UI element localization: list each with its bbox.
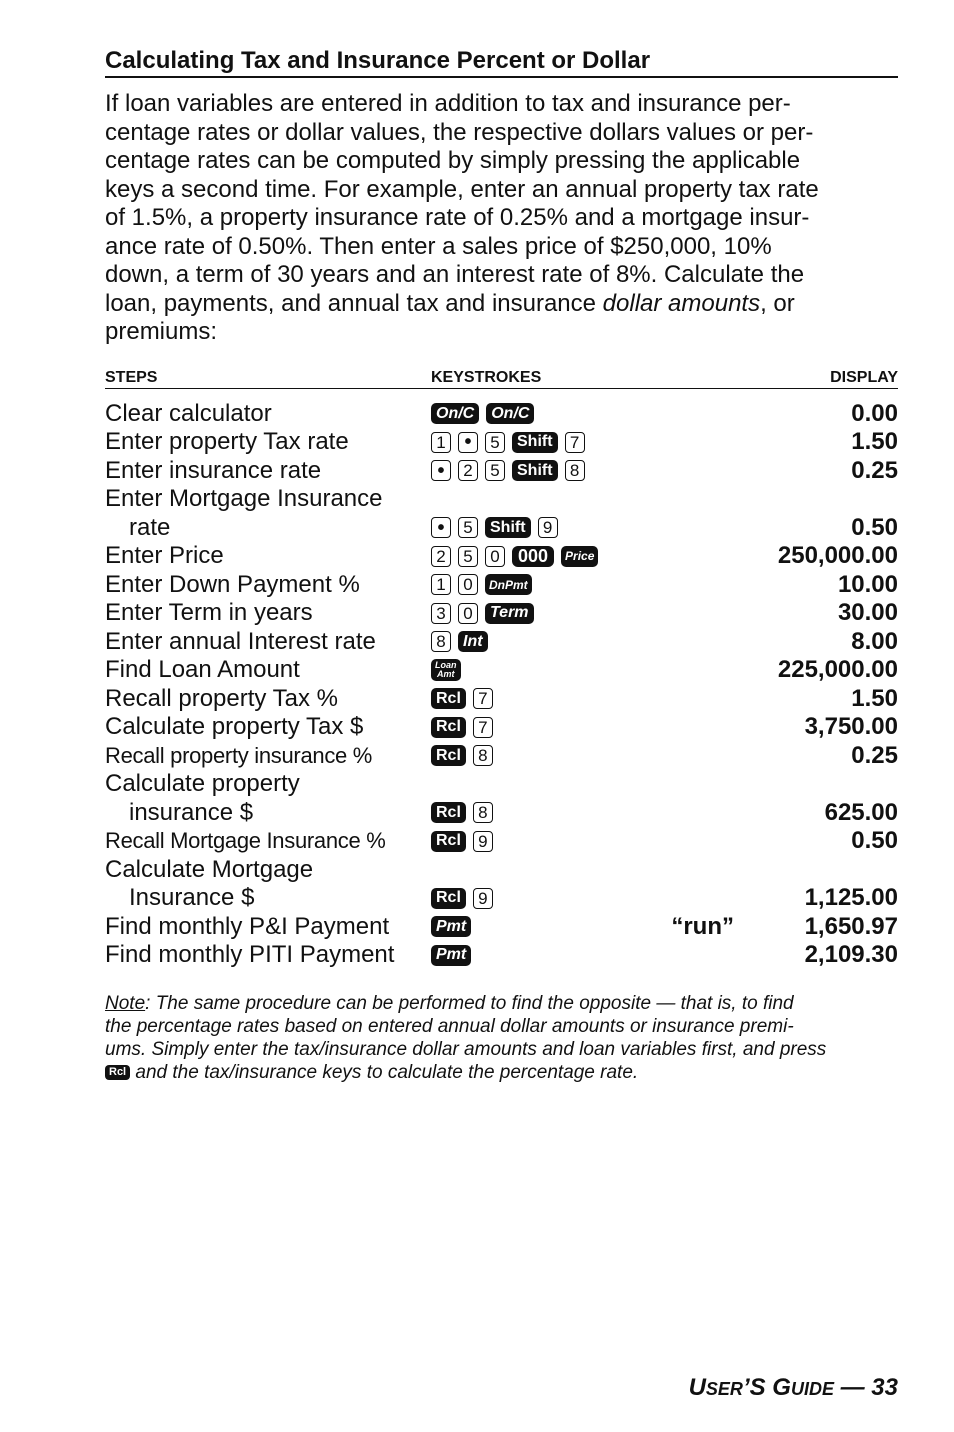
step-text: Recall property Tax % — [105, 684, 338, 712]
keystrokes — [431, 713, 758, 742]
intro-line: If loan variables are entered in addition to tax and insurance per- — [105, 90, 791, 117]
intro-line: centage rates or dollar values, the respective dollars values or per- — [105, 118, 814, 146]
display-note: “run” — [671, 912, 734, 940]
note-text: : The same procedure can be performed to find the opposite — that is, to find — [145, 992, 794, 1014]
note-text: and the tax/insurance keys to calculate the percentage rate. — [130, 1061, 639, 1083]
table-row — [105, 799, 898, 828]
display-value: 1.50 — [851, 428, 898, 455]
key-text: Amt — [437, 669, 455, 680]
table-row — [105, 713, 898, 742]
digit-5-key-icon: 5 — [458, 546, 478, 567]
price-key-icon: Price — [561, 546, 598, 567]
display-value: 0.25 — [851, 741, 898, 769]
recall-key-icon: Rcl — [431, 745, 466, 766]
keystrokes — [431, 542, 758, 571]
note-paragraph — [105, 992, 898, 1084]
display-value: 10.00 — [837, 570, 898, 598]
table-row — [105, 571, 898, 600]
keystrokes — [431, 884, 758, 913]
digit-0-key-icon: 0 — [485, 546, 505, 567]
note-label: Note — [105, 992, 146, 1014]
keystrokes — [431, 770, 758, 799]
footer-text: SER — [705, 1379, 743, 1399]
step-label — [105, 856, 431, 885]
table-row — [105, 770, 898, 799]
table-row — [105, 856, 898, 885]
recall-key-icon: Rcl — [431, 688, 466, 709]
keystrokes — [431, 685, 758, 714]
recall-key-icon: Rcl — [431, 831, 466, 852]
loan-amount-key-icon — [431, 659, 461, 681]
intro-line: keys a second time. For example, enter an annual property tax rate — [105, 175, 819, 203]
digit-8-key-icon: 8 — [431, 631, 451, 652]
intro-emphasis: dollar amounts — [602, 289, 761, 317]
note-line — [105, 1061, 898, 1084]
recall-key-icon: Rcl — [431, 802, 466, 823]
shift-key-icon: Shift — [512, 460, 558, 481]
digit-9-key-icon: 9 — [473, 831, 493, 852]
digit-5-key-icon: 5 — [485, 460, 505, 481]
section-heading: Calculating Tax and Insurance Percent or Dollar — [105, 46, 898, 78]
step-label — [105, 713, 431, 742]
step-text: Find Loan Amount — [105, 656, 300, 683]
digit-2-key-icon: 2 — [458, 460, 478, 481]
table-row — [105, 485, 898, 514]
display-value: 0.25 — [851, 456, 898, 484]
steps-table — [105, 369, 898, 970]
footer-text: — 33 — [833, 1374, 898, 1401]
interest-key-icon: Int — [458, 631, 488, 652]
keystrokes — [431, 599, 758, 628]
display-value: 1,650.97 — [804, 912, 898, 940]
step-label — [105, 770, 431, 799]
table-row — [105, 941, 898, 970]
display-value: 250,000.00 — [777, 542, 898, 569]
digit-9-key-icon: 9 — [473, 888, 493, 909]
step-label — [105, 400, 431, 429]
step-label — [105, 457, 431, 486]
footer-text: U — [688, 1374, 706, 1401]
digit-8-key-icon: 8 — [473, 745, 493, 766]
header-display: DISPLAY — [830, 368, 898, 386]
step-label — [105, 685, 431, 714]
step-label — [105, 485, 431, 514]
table-row — [105, 913, 898, 942]
display-value: 225,000.00 — [777, 656, 898, 683]
keystrokes — [431, 742, 758, 771]
step-label — [105, 514, 431, 543]
table-row — [105, 656, 898, 685]
step-text: Recall Mortgage Insurance % — [105, 828, 386, 853]
display-value: 2,109.30 — [804, 941, 898, 968]
keystrokes — [431, 485, 758, 514]
intro-line: centage rates can be computed by simply pressing the applicable — [105, 147, 801, 174]
keystrokes — [431, 856, 758, 885]
digit-7-key-icon: 7 — [565, 432, 585, 453]
step-text: Enter property Tax rate — [105, 428, 349, 455]
table-row — [105, 685, 898, 714]
step-label — [105, 571, 431, 600]
keystrokes — [431, 628, 758, 657]
table-body — [105, 400, 898, 970]
keystrokes — [431, 827, 758, 856]
decimal-key-icon: • — [431, 460, 451, 481]
step-text: Insurance $ — [129, 884, 255, 911]
display-value: 0.50 — [851, 827, 898, 854]
step-text: Calculate property Tax $ — [105, 713, 364, 740]
digit-8-key-icon: 8 — [473, 802, 493, 823]
term-key-icon: Term — [485, 603, 534, 624]
digit-3-key-icon: 3 — [431, 603, 451, 624]
digit-2-key-icon: 2 — [431, 546, 451, 567]
step-label — [105, 742, 431, 771]
step-text: Enter Down Payment % — [105, 570, 360, 598]
keystrokes — [431, 941, 758, 970]
digit-7-key-icon: 7 — [473, 717, 493, 738]
decimal-key-icon: • — [431, 517, 451, 538]
display-value: 1.50 — [851, 684, 898, 712]
onc-key-icon: On/C — [431, 403, 479, 424]
step-label — [105, 656, 431, 685]
page-content — [105, 46, 898, 1084]
onc-key-icon: On/C — [486, 403, 534, 424]
step-text: rate — [129, 513, 171, 541]
intro-line: down, a term of 30 years and an interest rate of 8%. Calculate the — [105, 261, 805, 288]
step-label — [105, 599, 431, 628]
payment-key-icon: Pmt — [431, 916, 471, 937]
step-text: Enter insurance rate — [105, 456, 322, 484]
shift-key-icon: Shift — [512, 432, 558, 453]
footer-text: ’S — [742, 1374, 773, 1401]
table-row — [105, 400, 898, 429]
digit-0-key-icon: 0 — [458, 603, 478, 624]
table-header — [105, 369, 898, 389]
step-text: Enter Price — [105, 542, 224, 569]
step-text: Find monthly P&I Payment — [105, 912, 390, 940]
note-line: the percentage rates based on entered annual dollar amounts or insurance premi- — [105, 1015, 794, 1037]
step-text: Find monthly PITI Payment — [105, 941, 395, 968]
step-text: Enter annual Interest rate — [105, 627, 376, 655]
table-row — [105, 827, 898, 856]
key-text: Loan — [435, 660, 457, 671]
keystrokes — [431, 514, 758, 543]
digit-0-key-icon: 0 — [458, 574, 478, 595]
step-label — [105, 542, 431, 571]
display-value: 0.50 — [851, 513, 898, 541]
decimal-key-icon: • — [458, 432, 478, 453]
display-value: 30.00 — [837, 599, 898, 626]
recall-key-icon: Rcl — [431, 888, 466, 909]
keystrokes — [431, 457, 758, 486]
step-text: Enter Term in years — [105, 599, 313, 626]
step-text: Calculate property — [105, 770, 300, 797]
note-line: ums. Simply enter the tax/insurance dollar amounts and loan variables first, and press — [105, 1038, 827, 1060]
step-label — [105, 827, 431, 856]
page-footer — [689, 1373, 898, 1404]
digit-5-key-icon: 5 — [485, 432, 505, 453]
keystrokes — [431, 913, 671, 942]
digit-8-key-icon: 8 — [565, 460, 585, 481]
recall-key-icon: Rcl — [431, 717, 466, 738]
table-row — [105, 628, 898, 657]
display-value: 8.00 — [851, 627, 898, 655]
step-text: insurance $ — [129, 798, 254, 826]
intro-line: of 1.5%, a property insurance rate of 0.25% and a mortgage insur- — [105, 204, 810, 231]
table-row — [105, 742, 898, 771]
payment-key-icon: Pmt — [431, 945, 471, 966]
keystrokes — [431, 400, 758, 429]
table-row — [105, 599, 898, 628]
step-text: Clear calculator — [105, 399, 272, 427]
step-label — [105, 884, 431, 913]
keystrokes — [431, 428, 758, 457]
intro-line: premiums: — [105, 318, 218, 345]
header-steps: STEPS — [105, 368, 158, 386]
footer-text: G — [772, 1374, 791, 1401]
down-payment-key-icon: DnPmt — [485, 574, 532, 595]
step-label — [105, 941, 431, 970]
digit-5-key-icon: 5 — [458, 517, 478, 538]
header-keystrokes: KEYSTROKES — [431, 368, 542, 386]
table-row — [105, 428, 898, 457]
step-text: Enter Mortgage Insurance — [105, 485, 383, 512]
digit-7-key-icon: 7 — [473, 688, 493, 709]
intro-line: ance rate of 0.50%. Then enter a sales price of $250,000, 10% — [105, 232, 772, 260]
display-value: 0.00 — [851, 399, 898, 427]
keystrokes — [431, 571, 758, 600]
step-text: Calculate Mortgage — [105, 855, 314, 883]
keystrokes — [431, 799, 758, 828]
step-label — [105, 628, 431, 657]
step-text: Recall property insurance % — [105, 742, 373, 768]
intro-paragraph — [105, 90, 898, 347]
digit-1-key-icon: 1 — [431, 574, 451, 595]
table-row — [105, 884, 898, 913]
triple-zero-key-icon: 000 — [512, 546, 554, 567]
step-label — [105, 913, 431, 942]
note-line — [105, 992, 898, 1015]
table-row — [105, 457, 898, 486]
display-value: 3,750.00 — [804, 713, 898, 740]
intro-text: , or — [760, 289, 795, 317]
keystrokes — [431, 656, 758, 685]
digit-1-key-icon: 1 — [431, 432, 451, 453]
shift-key-icon: Shift — [485, 517, 531, 538]
digit-9-key-icon: 9 — [538, 517, 558, 538]
rcl-key-icon: Rcl — [105, 1065, 130, 1080]
table-row — [105, 514, 898, 543]
display-value: 1,125.00 — [804, 884, 898, 911]
step-label — [105, 799, 431, 828]
intro-text: loan, payments, and annual tax and insurance — [105, 289, 603, 317]
table-row — [105, 542, 898, 571]
step-label — [105, 428, 431, 457]
intro-line — [105, 290, 898, 319]
display-value: 625.00 — [824, 798, 898, 826]
footer-text: UIDE — [790, 1379, 834, 1399]
